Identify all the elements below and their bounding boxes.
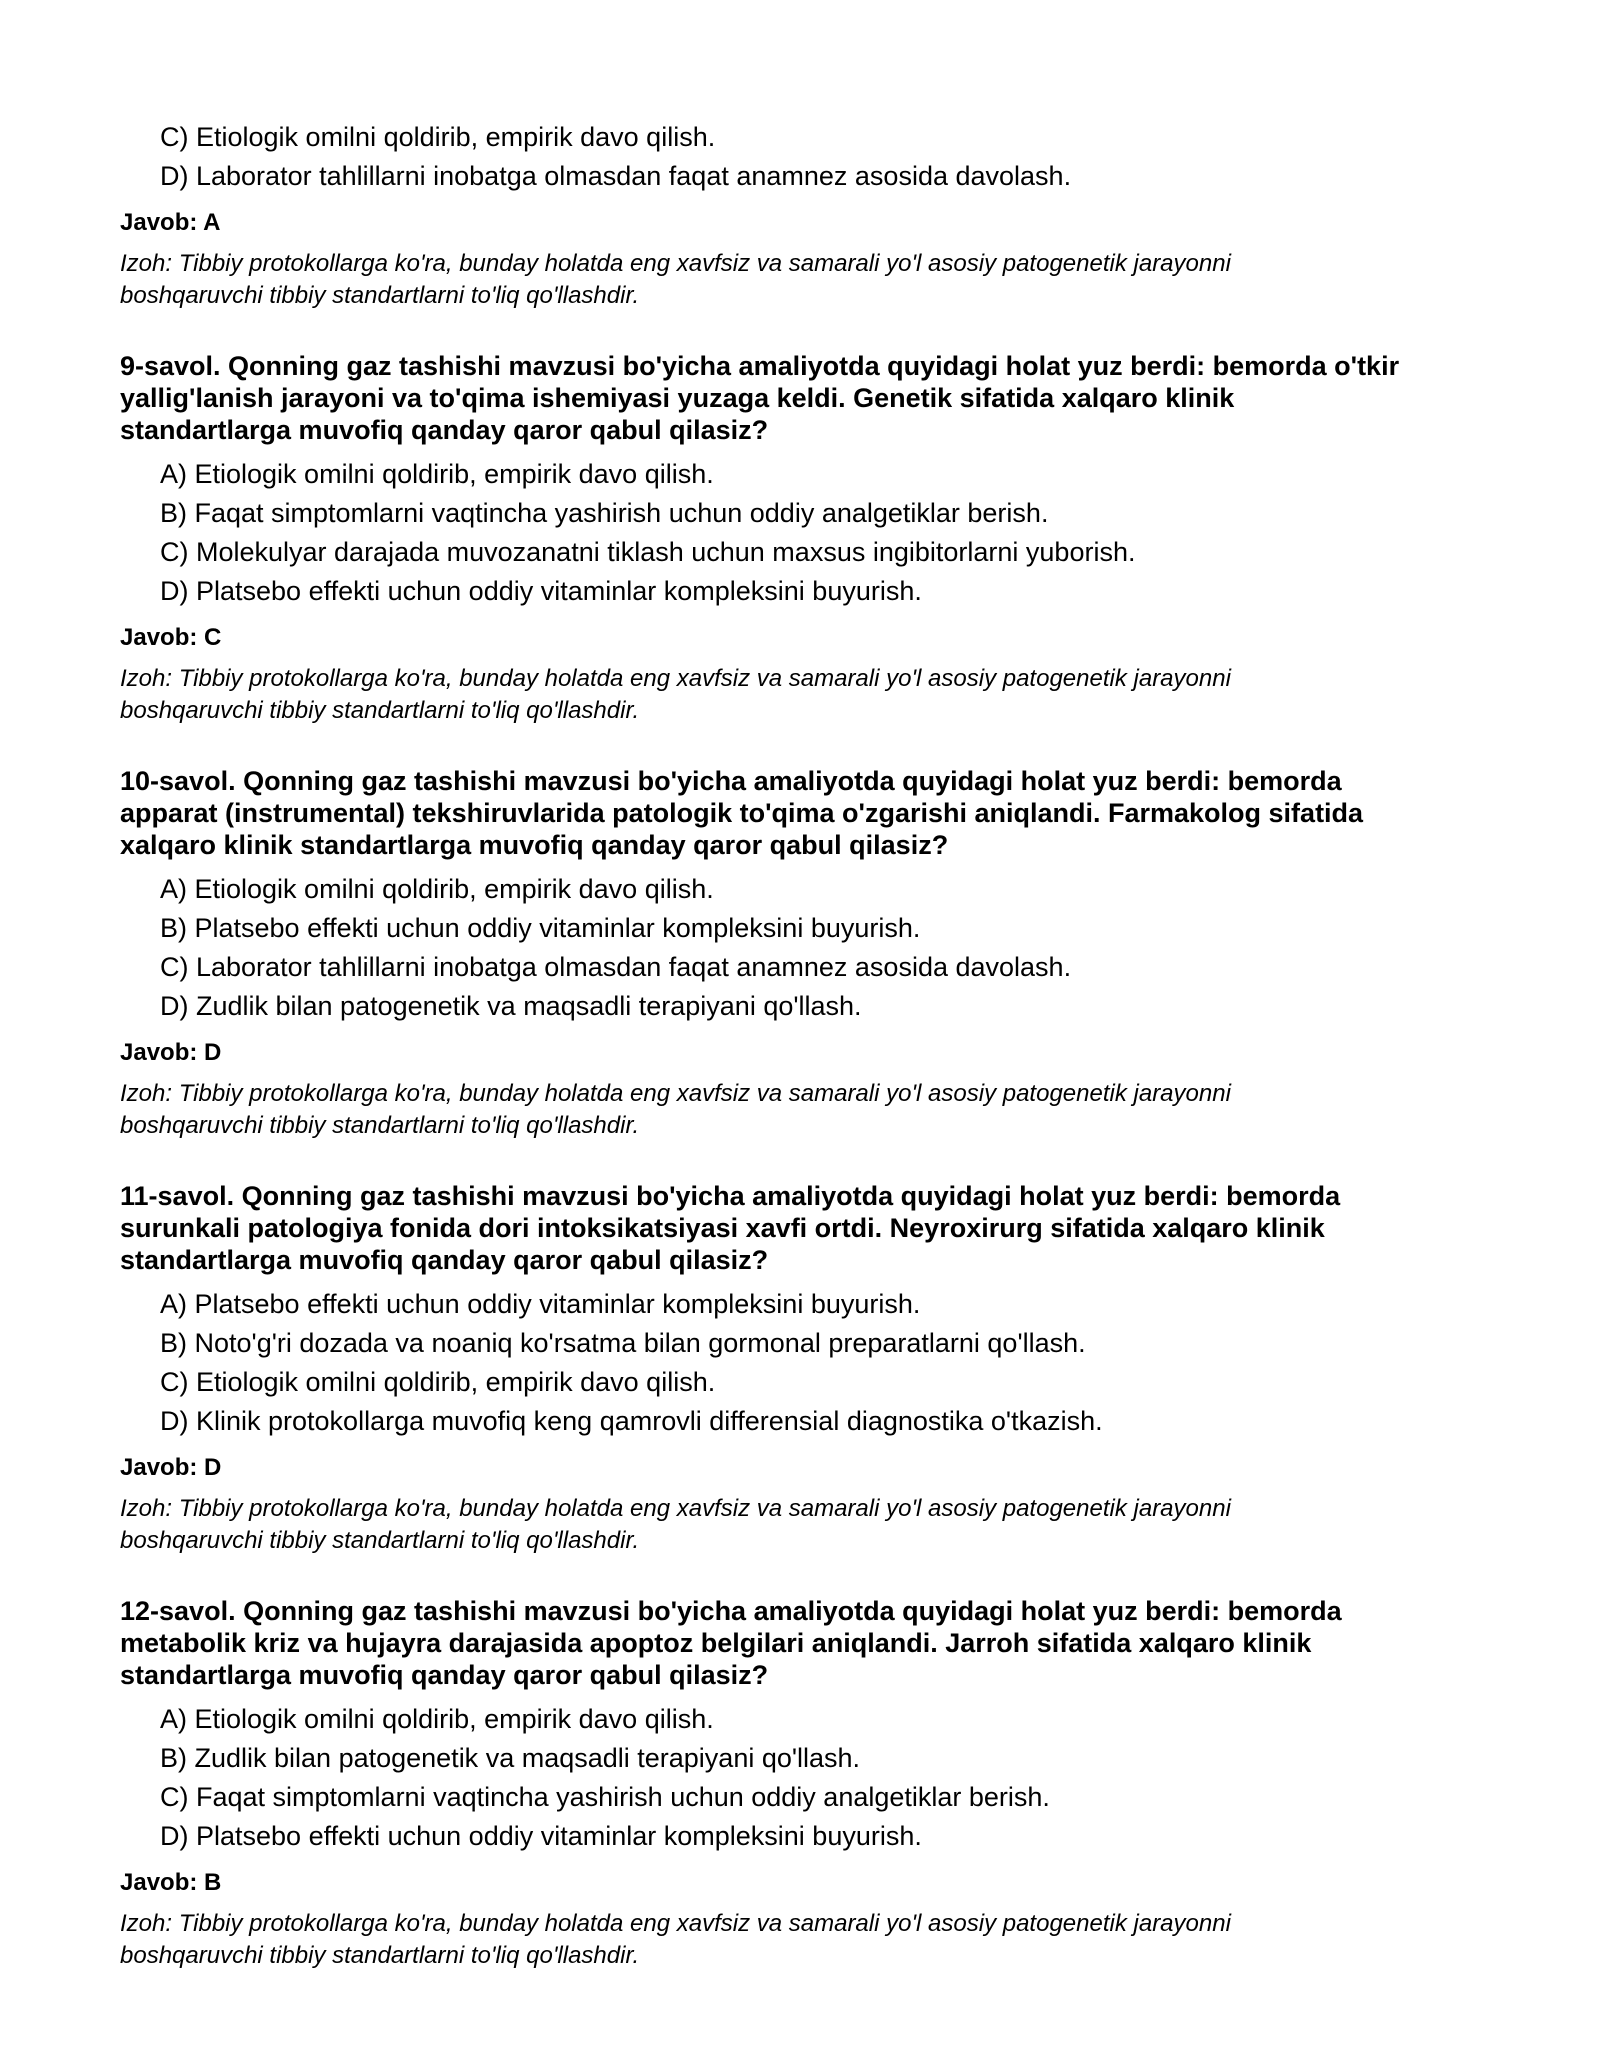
question-title-line: 11-savol. Qonning gaz tashishi mavzusi bo'yicha amaliyotda quyidagi holat yuz berdi: bemorda [120,1181,1341,1211]
question-title-line: 12-savol. Qonning gaz tashishi mavzusi bo'yicha amaliyotda quyidagi holat yuz berdi: bemorda [120,1596,1342,1626]
explanation [120,1493,1500,1557]
options-list [120,1285,1500,1441]
question-9 [120,350,1500,727]
options-list [120,1700,1500,1856]
option-d: D) Zudlik bilan patogenetik va maqsadli terapiyani qo'llash. [160,991,862,1021]
document-page [120,118,1500,1972]
explanation-line: Izoh: Tibbiy protokollarga ko'ra, bunday holatda eng xavfsiz va samarali yo'l asosiy patogenetik jarayonni [120,665,1231,692]
question-title [120,1180,1500,1276]
option-a: A) Platsebo effekti uchun oddiy vitaminlar kompleksini buyurish. [160,1289,921,1319]
options-list [120,118,1500,196]
option-a: A) Etiologik omilni qoldirib, empirik davo qilish. [160,874,714,904]
explanation-line: boshqaruvchi tibbiy standartlarni to'liq qo'llashdir. [120,282,640,309]
explanation-line: Izoh: Tibbiy protokollarga ko'ra, bunday holatda eng xavfsiz va samarali yo'l asosiy patogenetik jarayonni [120,1910,1231,1937]
option-c: C) Etiologik omilni qoldirib, empirik davo qilish. [160,122,716,152]
explanation [120,1078,1500,1142]
options-list [120,870,1500,1026]
option-d: D) Laborator tahlillarni inobatga olmasdan faqat anamnez asosida davolash. [160,161,1072,191]
answer-label: Javob: D [120,1454,222,1481]
explanation [120,248,1500,312]
question-title-line: standartlarga muvofiq qanday qaror qabul qilasiz? [120,415,769,445]
question-title-line: xalqaro klinik standartlarga muvofiq qanday qaror qabul qilasiz? [120,830,949,860]
question-8-tail [120,118,1500,312]
option-d: D) Klinik protokollarga muvofiq keng qamrovli differensial diagnostika o'tkazish. [160,1406,1103,1436]
explanation-line: boshqaruvchi tibbiy standartlarni to'liq qo'llashdir. [120,1112,640,1139]
option-b: B) Zudlik bilan patogenetik va maqsadli terapiyani qo'llash. [160,1743,861,1773]
option-a: A) Etiologik omilni qoldirib, empirik davo qilish. [160,459,714,489]
option-d: D) Platsebo effekti uchun oddiy vitaminlar kompleksini buyurish. [160,1821,922,1851]
explanation-line: boshqaruvchi tibbiy standartlarni to'liq qo'llashdir. [120,697,640,724]
option-c: C) Faqat simptomlarni vaqtincha yashirish uchun oddiy analgetiklar berish. [160,1782,1050,1812]
explanation [120,663,1500,727]
option-b: B) Faqat simptomlarni vaqtincha yashirish uchun oddiy analgetiklar berish. [160,498,1049,528]
option-b: B) Platsebo effekti uchun oddiy vitaminlar kompleksini buyurish. [160,913,921,943]
answer-label: Javob: A [120,209,221,236]
option-d: D) Platsebo effekti uchun oddiy vitaminlar kompleksini buyurish. [160,576,922,606]
question-title-line: 9-savol. Qonning gaz tashishi mavzusi bo'yicha amaliyotda quyidagi holat yuz berdi: bemorda o'tkir [120,351,1400,381]
question-title-line: apparat (instrumental) tekshiruvlarida patologik to'qima o'zgarishi aniqlandi. Farmakolog sifatida [120,798,1364,828]
question-10 [120,765,1500,1142]
question-title [120,350,1500,446]
question-title-line: standartlarga muvofiq qanday qaror qabul qilasiz? [120,1245,769,1275]
answer-label: Javob: B [120,1869,222,1896]
explanation-line: boshqaruvchi tibbiy standartlarni to'liq qo'llashdir. [120,1942,640,1969]
explanation-line: Izoh: Tibbiy protokollarga ko'ra, bunday holatda eng xavfsiz va samarali yo'l asosiy patogenetik jarayonni [120,250,1231,277]
explanation-line: Izoh: Tibbiy protokollarga ko'ra, bunday holatda eng xavfsiz va samarali yo'l asosiy patogenetik jarayonni [120,1495,1231,1522]
question-title-line: surunkali patologiya fonida dori intoksikatsiyasi xavfi ortdi. Neyroxirurg sifatida xalqaro klinik [120,1213,1325,1243]
option-c: C) Etiologik omilni qoldirib, empirik davo qilish. [160,1367,716,1397]
question-12 [120,1595,1500,1972]
question-title [120,1595,1500,1691]
option-b: B) Noto'g'ri dozada va noaniq ko'rsatma bilan gormonal preparatlarni qo'llash. [160,1328,1086,1358]
question-title-line: standartlarga muvofiq qanday qaror qabul qilasiz? [120,1660,769,1690]
explanation-line: boshqaruvchi tibbiy standartlarni to'liq qo'llashdir. [120,1527,640,1554]
answer-label: Javob: C [120,624,222,651]
question-11 [120,1180,1500,1557]
explanation-line: Izoh: Tibbiy protokollarga ko'ra, bunday holatda eng xavfsiz va samarali yo'l asosiy patogenetik jarayonni [120,1080,1231,1107]
explanation [120,1908,1500,1972]
answer-label: Javob: D [120,1039,222,1066]
question-title-line: 10-savol. Qonning gaz tashishi mavzusi bo'yicha amaliyotda quyidagi holat yuz berdi: bemorda [120,766,1342,796]
question-title [120,765,1500,861]
question-title-line: metabolik kriz va hujayra darajasida apoptoz belgilari aniqlandi. Jarroh sifatida xalqaro klinik [120,1628,1312,1658]
option-a: A) Etiologik omilni qoldirib, empirik davo qilish. [160,1704,714,1734]
option-c: C) Laborator tahlillarni inobatga olmasdan faqat anamnez asosida davolash. [160,952,1072,982]
option-c: C) Molekulyar darajada muvozanatni tiklash uchun maxsus ingibitorlarni yuborish. [160,537,1136,567]
options-list [120,455,1500,611]
question-title-line: yallig'lanish jarayoni va to'qima ishemiyasi yuzaga keldi. Genetik sifatida xalqaro klinik [120,383,1235,413]
